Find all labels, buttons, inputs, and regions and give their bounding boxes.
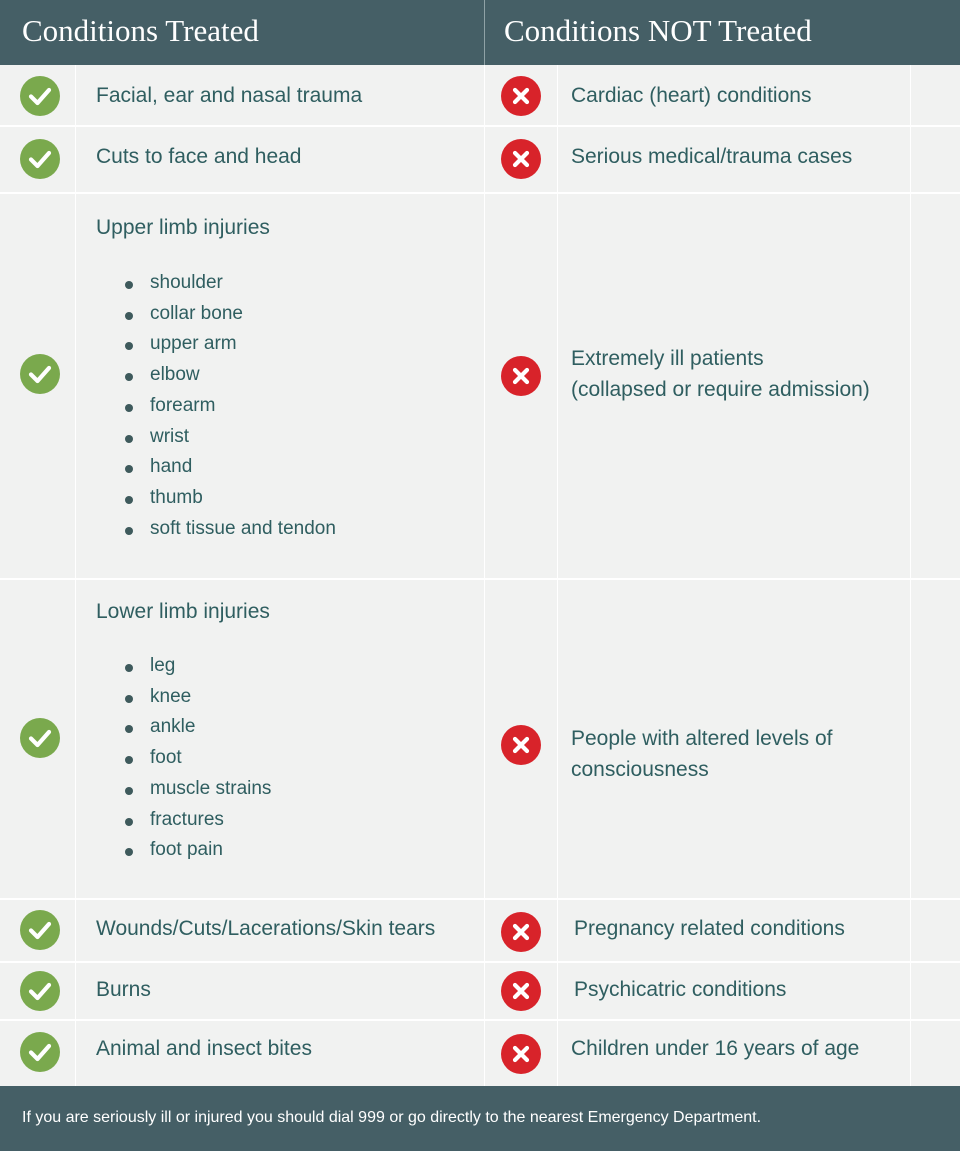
column-divider	[484, 65, 485, 125]
table-row	[0, 127, 960, 194]
list-item: hand	[124, 452, 336, 483]
x-circle-icon	[501, 76, 541, 116]
x-circle-icon	[501, 356, 541, 396]
not-treated-column-title: Conditions NOT Treated	[504, 13, 812, 48]
list-item: elbow	[124, 360, 336, 391]
lower-limb-list	[124, 651, 271, 866]
list-item: muscle strains	[124, 774, 271, 805]
table-row	[0, 65, 960, 127]
not-treated-condition: Pregnancy related conditions	[574, 917, 845, 940]
column-divider	[910, 194, 911, 578]
check-circle-icon	[20, 139, 60, 179]
list-item: ankle	[124, 712, 271, 743]
table-row	[0, 580, 960, 900]
column-divider	[75, 963, 76, 1019]
column-divider	[557, 65, 558, 125]
list-item: collar bone	[124, 299, 336, 330]
list-item: upper arm	[124, 329, 336, 360]
not-treated-condition: Cardiac (heart) conditions	[571, 84, 812, 107]
check-circle-icon	[20, 1032, 60, 1072]
x-circle-icon	[501, 725, 541, 765]
not-treated-condition: Children under 16 years of age	[571, 1037, 860, 1060]
table-row	[0, 963, 960, 1021]
treated-condition: Animal and insect bites	[96, 1037, 312, 1060]
treated-condition: Upper limb injuries	[96, 216, 270, 239]
column-divider	[910, 963, 911, 1019]
column-divider	[75, 194, 76, 578]
x-circle-icon	[501, 971, 541, 1011]
list-item: wrist	[124, 422, 336, 453]
table-row	[0, 1021, 960, 1086]
footer-note-bar	[0, 1086, 960, 1151]
x-circle-icon	[501, 139, 541, 179]
x-circle-icon	[501, 912, 541, 952]
column-divider	[557, 963, 558, 1019]
check-circle-icon	[20, 718, 60, 758]
list-item: leg	[124, 651, 271, 682]
conditions-table	[0, 65, 960, 1086]
column-divider	[557, 900, 558, 961]
column-divider	[484, 1021, 485, 1086]
column-divider	[557, 580, 558, 898]
column-divider	[557, 194, 558, 578]
column-divider	[910, 65, 911, 125]
list-item: forearm	[124, 391, 336, 422]
list-item: thumb	[124, 483, 336, 514]
list-item: fractures	[124, 805, 271, 836]
column-divider	[557, 1021, 558, 1086]
column-divider	[910, 127, 911, 192]
treated-condition: Lower limb injuries	[96, 600, 270, 623]
check-circle-icon	[20, 910, 60, 950]
treated-column-title: Conditions Treated	[22, 13, 259, 48]
column-divider	[484, 194, 485, 578]
treated-condition: Cuts to face and head	[96, 145, 302, 168]
column-divider	[484, 127, 485, 192]
header-divider	[484, 0, 485, 65]
not-treated-condition-detail: (collapsed or require admission)	[571, 378, 870, 401]
check-circle-icon	[20, 971, 60, 1011]
column-divider	[910, 1021, 911, 1086]
column-divider	[910, 900, 911, 961]
upper-limb-list	[124, 268, 336, 544]
column-divider	[75, 900, 76, 961]
column-divider	[75, 65, 76, 125]
not-treated-condition: People with altered levels of	[571, 727, 833, 750]
list-item: foot	[124, 743, 271, 774]
check-circle-icon	[20, 76, 60, 116]
column-divider	[75, 580, 76, 898]
not-treated-condition: Extremely ill patients	[571, 347, 764, 370]
column-divider	[75, 1021, 76, 1086]
not-treated-condition: Serious medical/trauma cases	[571, 145, 853, 168]
table-row	[0, 194, 960, 580]
table-header	[0, 0, 960, 65]
list-item: knee	[124, 682, 271, 713]
x-circle-icon	[501, 1034, 541, 1074]
list-item: foot pain	[124, 835, 271, 866]
column-divider	[910, 580, 911, 898]
table-row	[0, 900, 960, 963]
not-treated-condition-detail: consciousness	[571, 758, 709, 781]
treated-condition: Burns	[96, 978, 151, 1001]
not-treated-condition: Psychicatric conditions	[574, 978, 787, 1001]
treated-condition: Facial, ear and nasal trauma	[96, 84, 363, 107]
emergency-note: If you are seriously ill or injured you should dial 999 or go directly to the nearest Emergency Department.	[22, 1109, 762, 1126]
check-circle-icon	[20, 354, 60, 394]
column-divider	[484, 580, 485, 898]
list-item: shoulder	[124, 268, 336, 299]
column-divider	[557, 127, 558, 192]
column-divider	[75, 127, 76, 192]
treated-condition: Wounds/Cuts/Lacerations/Skin tears	[96, 917, 436, 940]
list-item: soft tissue and tendon	[124, 514, 336, 545]
column-divider	[484, 900, 485, 961]
column-divider	[484, 963, 485, 1019]
